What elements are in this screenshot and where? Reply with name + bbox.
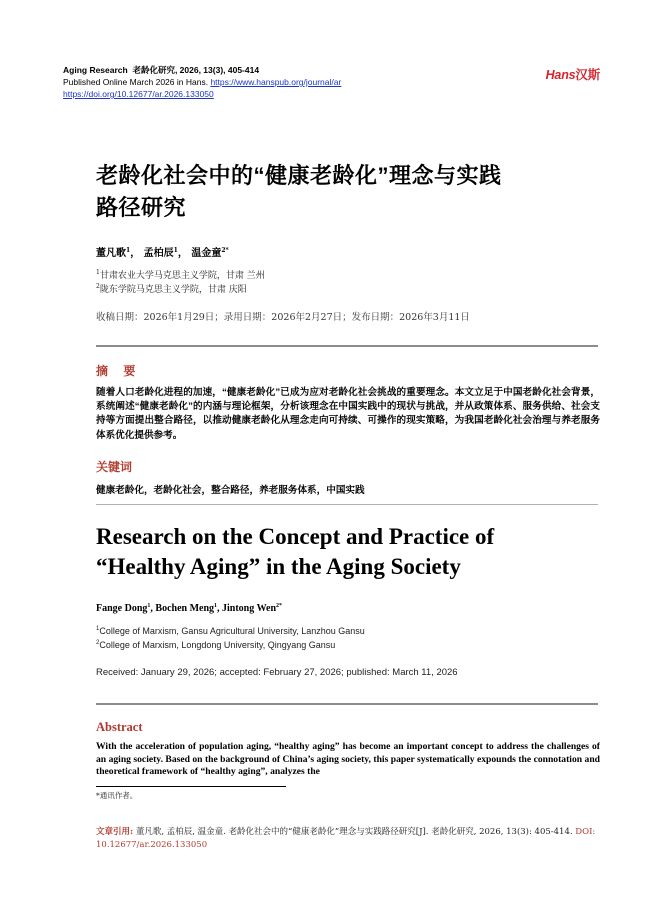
abstract-heading-cn: 摘 要 (96, 364, 142, 378)
page-title-cn (96, 160, 502, 224)
divider-bottom-cn (96, 504, 598, 505)
dates-cn: 收稿日期：2026年1月29日；录用日期：2026年2月27日；发布日期：2026年3月11日 (96, 312, 470, 323)
author-cn-2-sup: 1 (173, 247, 178, 254)
journal-url-link[interactable]: https://www.hanspub.org/journal/ar (210, 77, 342, 87)
divider-top-cn (96, 345, 598, 347)
page-title-en (96, 522, 494, 582)
footnote-divider (96, 786, 286, 787)
author-en-1: Fange Dong (96, 603, 148, 614)
affiliation-en-2 (96, 640, 335, 650)
aff-cn-2-sup: 2 (96, 283, 100, 290)
aff-en-1-sup: 1 (96, 626, 100, 632)
affiliation-en-1 (96, 626, 365, 636)
aff-cn-1-sup: 1 (96, 269, 100, 276)
journal-cn-info: 老龄化研究, 2026, 13(3), 405-414 (132, 65, 260, 75)
title-cn-line2: 路径研究 (96, 195, 187, 220)
footnote-corresponding: *通讯作者。 (96, 791, 138, 800)
title-cn-line1: 老龄化社会中的“健康老龄化”理念与实践 (96, 163, 502, 188)
title-en-line1: Research on the Concept and Practice of (96, 524, 495, 549)
author-cn-3: 温金童 (191, 248, 222, 259)
doi-line (63, 88, 214, 100)
aff-en-1-text: College of Marxism, Gansu Agricultural University, Lanzhou Gansu (99, 626, 365, 636)
citation-label: 文章引用: (96, 827, 134, 837)
author-cn-1-sup: 1 (126, 247, 131, 254)
divider-top-en (96, 703, 598, 705)
author-en-3: Jintong Wen (222, 603, 277, 614)
dates-en: Received: January 29, 2026; accepted: February 27, 2026; published: March 11, 2026 (96, 667, 458, 678)
doi-link[interactable]: https://doi.org/10.12677/ar.2026.133050 (63, 89, 214, 99)
authors-en: Fange Dong$^1$, Bochen Meng$^1$, Jintong Wen$^{2*}$ (96, 603, 283, 614)
keywords-heading-cn: 关键词 (96, 460, 133, 474)
title-en-line2: “Healthy Aging” in the Aging Society (96, 554, 461, 579)
logo-en: Hans (545, 68, 576, 82)
abstract-cn: 随着人口老龄化进程的加速，“健康老龄化”已成为应对老龄化社会挑战的重要理念。本文立足于中国老龄化社会背景，系统阐述“健康老龄化”的内涵与理论框架，分析该理念在中国实践中的现状与挑战，并从政策体系、服务供给、社会支持等方面提出整合路径，以推动健康老龄化从理念走向可持续、可操作的现实策略，为我国老龄化社会治理与养老服务体系优化提供参考。 (96, 387, 600, 441)
author-cn-3-sup: 2* (221, 247, 229, 254)
published-text: Published Online March 2026 in Hans. (63, 77, 209, 87)
author-cn-2: 孟柏辰 (143, 248, 174, 259)
aff-cn-2-text: 陇东学院马克思主义学院，甘肃 庆阳 (99, 285, 247, 295)
logo-cn: 汉斯 (575, 68, 600, 82)
aff-en-2-sup: 2 (96, 640, 100, 646)
author-en-3-sup: 2* (276, 603, 283, 609)
author-cn-1: 董凡歌 (96, 248, 126, 259)
aff-en-2-text: College of Marxism, Longdong University, Qingyang Gansu (99, 640, 336, 650)
author-en-2: Bochen Meng (155, 603, 215, 614)
authors-cn: 董凡歌$^1$， 孟柏辰$^1$， 温金童$^{2*}$ (96, 247, 229, 259)
keywords-cn: 健康老龄化，老龄化社会，整合路径，养老服务体系，中国实践 (96, 485, 365, 496)
affiliation-cn-2 (96, 280, 247, 297)
hans-logo (546, 65, 600, 83)
citation-text: 董凡歌, 孟柏辰, 温金童. 老龄化社会中的“健康老龄化”理念与实践路径研究[J]. 老龄化研究, 2026, 13(3): 405-414. (133, 827, 573, 837)
citation-doi[interactable]: DOI: 10.12677/ar.2026.133050 (96, 827, 596, 850)
journal-info-line (63, 64, 259, 76)
journal-name: Aging Research (63, 65, 128, 75)
abstract-en: With the acceleration of population aging, “healthy aging” has become an important concept to address the challenges of an aging society. Based on the background of China’s aging society, this paper systematically expounds the connotation and theoretical framework of “healthy aging”, analyzes the (96, 741, 600, 778)
aff-cn-1-text: 甘肃农业大学马克思主义学院，甘肃 兰州 (99, 271, 265, 281)
author-en-1-sup: 1 (147, 603, 151, 609)
published-line (63, 76, 341, 88)
author-en-2-sup: 1 (214, 603, 218, 609)
citation (96, 826, 600, 852)
abstract-heading-en: Abstract (96, 720, 143, 734)
